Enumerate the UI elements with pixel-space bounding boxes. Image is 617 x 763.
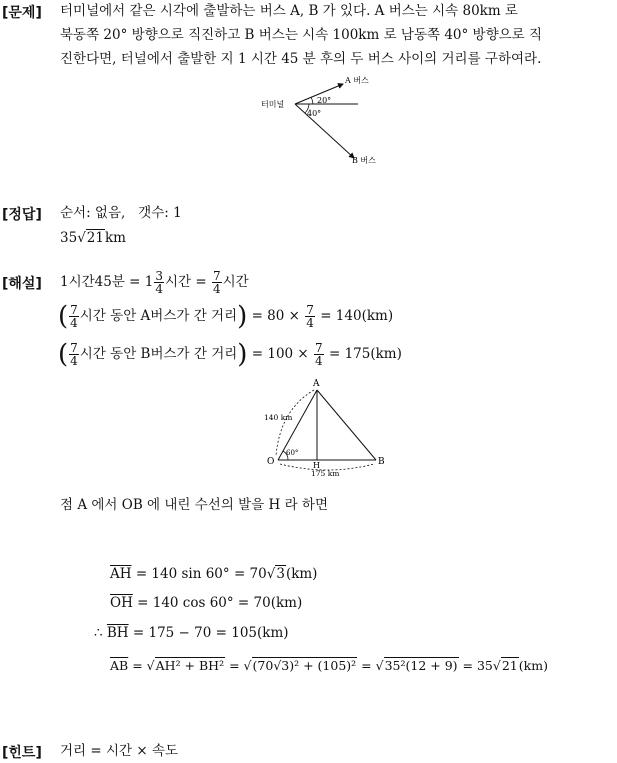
point-b-label: B [378,457,385,467]
line2-fraction: $\frac{7}{4}$ [70,303,78,330]
point-a-label: A [313,379,320,389]
eq1-segment: $\overline{AH}$ [110,566,132,582]
bus-b-label: B 버스 [352,156,376,165]
eq4-radicand-4: 21 [501,658,518,673]
eq4-radicand-2: (70√3)² + (105)² [252,658,357,673]
eq4-radicand-1: AH² + BH² [155,658,225,673]
equation-ab: $\overline{AB} = √AH^2 + BH^2 = √(70√3)^2 + (105)^2 = √35^2(12 + 9) = 35√21(km)$ [110,658,548,673]
answer-meta [60,202,182,224]
eq1-unit: (km) [285,566,318,582]
eq4-radicand-3: 35²(12 + 9) [384,658,458,673]
answer-unit: km [104,230,126,246]
hint-label: [힌트] [2,745,42,761]
angle-o-label: 60° [286,449,299,457]
solution-label: [해설] [2,276,42,292]
bus-b-arrow [295,104,354,158]
answer-label: [정답] [2,207,42,223]
angle-b-label: 40° [307,109,322,118]
line2-rhs-fraction: $\frac{7}{4}$ [306,303,314,330]
eq4-segment: $\overline{AB}$ [110,658,129,673]
line3-rhs-fraction: $\frac{7}{4}$ [315,341,323,368]
line3-text: 시간 동안 B버스가 간 거리 [79,346,238,362]
foot-of-perpendicular-text: 점 A 에서 OB 에 내린 수선의 발을 H 라 하면 [60,497,328,513]
eq1-rhs: = 140 sin 60° = 70 [135,566,267,582]
eq4-eq1: = [132,658,143,673]
point-o-label: O [267,457,275,467]
eq2-segment: $\overline{OH}$ [110,595,133,611]
answer-count: 갯수: 1 [138,205,182,221]
ob-length-label: 175 km [311,469,340,478]
line2-text: 시간 동안 A버스가 간 거리 [79,308,238,324]
problem-label: [문제] [2,5,42,21]
eq4-eq4: = 35 [462,658,493,673]
line1-tail: 시간 [222,274,249,290]
line2-rhs2: = 140(km) [320,308,394,324]
terminal-label: 터미널 [261,100,285,109]
point-h-label: H [313,461,320,470]
solution-line-3: ( $\frac{7}{4}$ 시간 동안 B버스가 간 거리) = 100 × $\frac{7}{4}$ = 175(km) [58,339,402,370]
problem-line-3: 진한다면, 터널에서 출발한 지 1 시간 45 분 후의 두 버스 사이의 거리를 구하여라. [60,51,542,67]
segment-ab [317,390,376,460]
angle-a-arc [311,97,313,104]
oa-length-label: 140 km [264,413,293,422]
answer-radicand: 21 [86,230,104,246]
eq4-eq3: = [361,658,372,673]
line1-mid: 시간 = [165,274,207,290]
eq4-eq2: = [229,658,240,673]
problem-line-1: 터미널에서 같은 시각에 출발하는 버스 A, B 가 있다. A 버스는 시속 80km 로 [60,3,518,19]
equation-oh [110,592,302,614]
hint-text: 거리 = 시간 × 속도 [60,743,179,759]
problem-line-2: 북동쪽 20° 방향으로 직진하고 B 버스는 시속 100km 로 남동쪽 40° 방향으로 직 [60,27,543,43]
line2-rhs1: = 80 × [251,308,300,324]
oa-length-brace [276,390,314,456]
line3-rhs2: = 175(km) [328,346,402,362]
answer-coefficient: 35 [60,230,78,246]
eq3-rhs: = 175 − 70 = 105(km) [132,625,289,641]
answer-value: 35√21km [60,230,126,246]
angle-a-label: 20° [317,96,332,105]
line1-mixed-fraction: $\frac{3}{4}$ [155,269,164,296]
line1-lhs: 1시간45분 = 1 [60,274,154,290]
answer-order: 순서: 없음, [60,205,126,221]
solution-line-1 [60,266,249,298]
equation-bh [94,622,289,644]
eq2-rhs: = 140 cos 60° = 70(km) [137,595,303,611]
line3-fraction: $\frac{7}{4}$ [70,341,78,368]
line1-fraction: $\frac{7}{4}$ [213,269,221,296]
equation-ah: $\overline{AH} = 140$ sin 60° = 70√3(km) [110,566,318,582]
eq3-therefore: ∴ [94,625,103,641]
eq4-unit: (km) [518,658,548,673]
eq3-segment: $\overline{BH}$ [106,625,129,641]
solution-line-2: ( $\frac{7}{4}$ 시간 동안 A버스가 간 거리) = 80 × $\frac{7}{4}$ = 140(km) [58,301,394,332]
line3-rhs1: = 100 × [251,346,309,362]
bus-a-label: A 버스 [345,76,369,85]
triangle-figure [258,376,398,480]
eq1-radicand: 3 [276,566,285,582]
bus-direction-figure [255,72,405,172]
